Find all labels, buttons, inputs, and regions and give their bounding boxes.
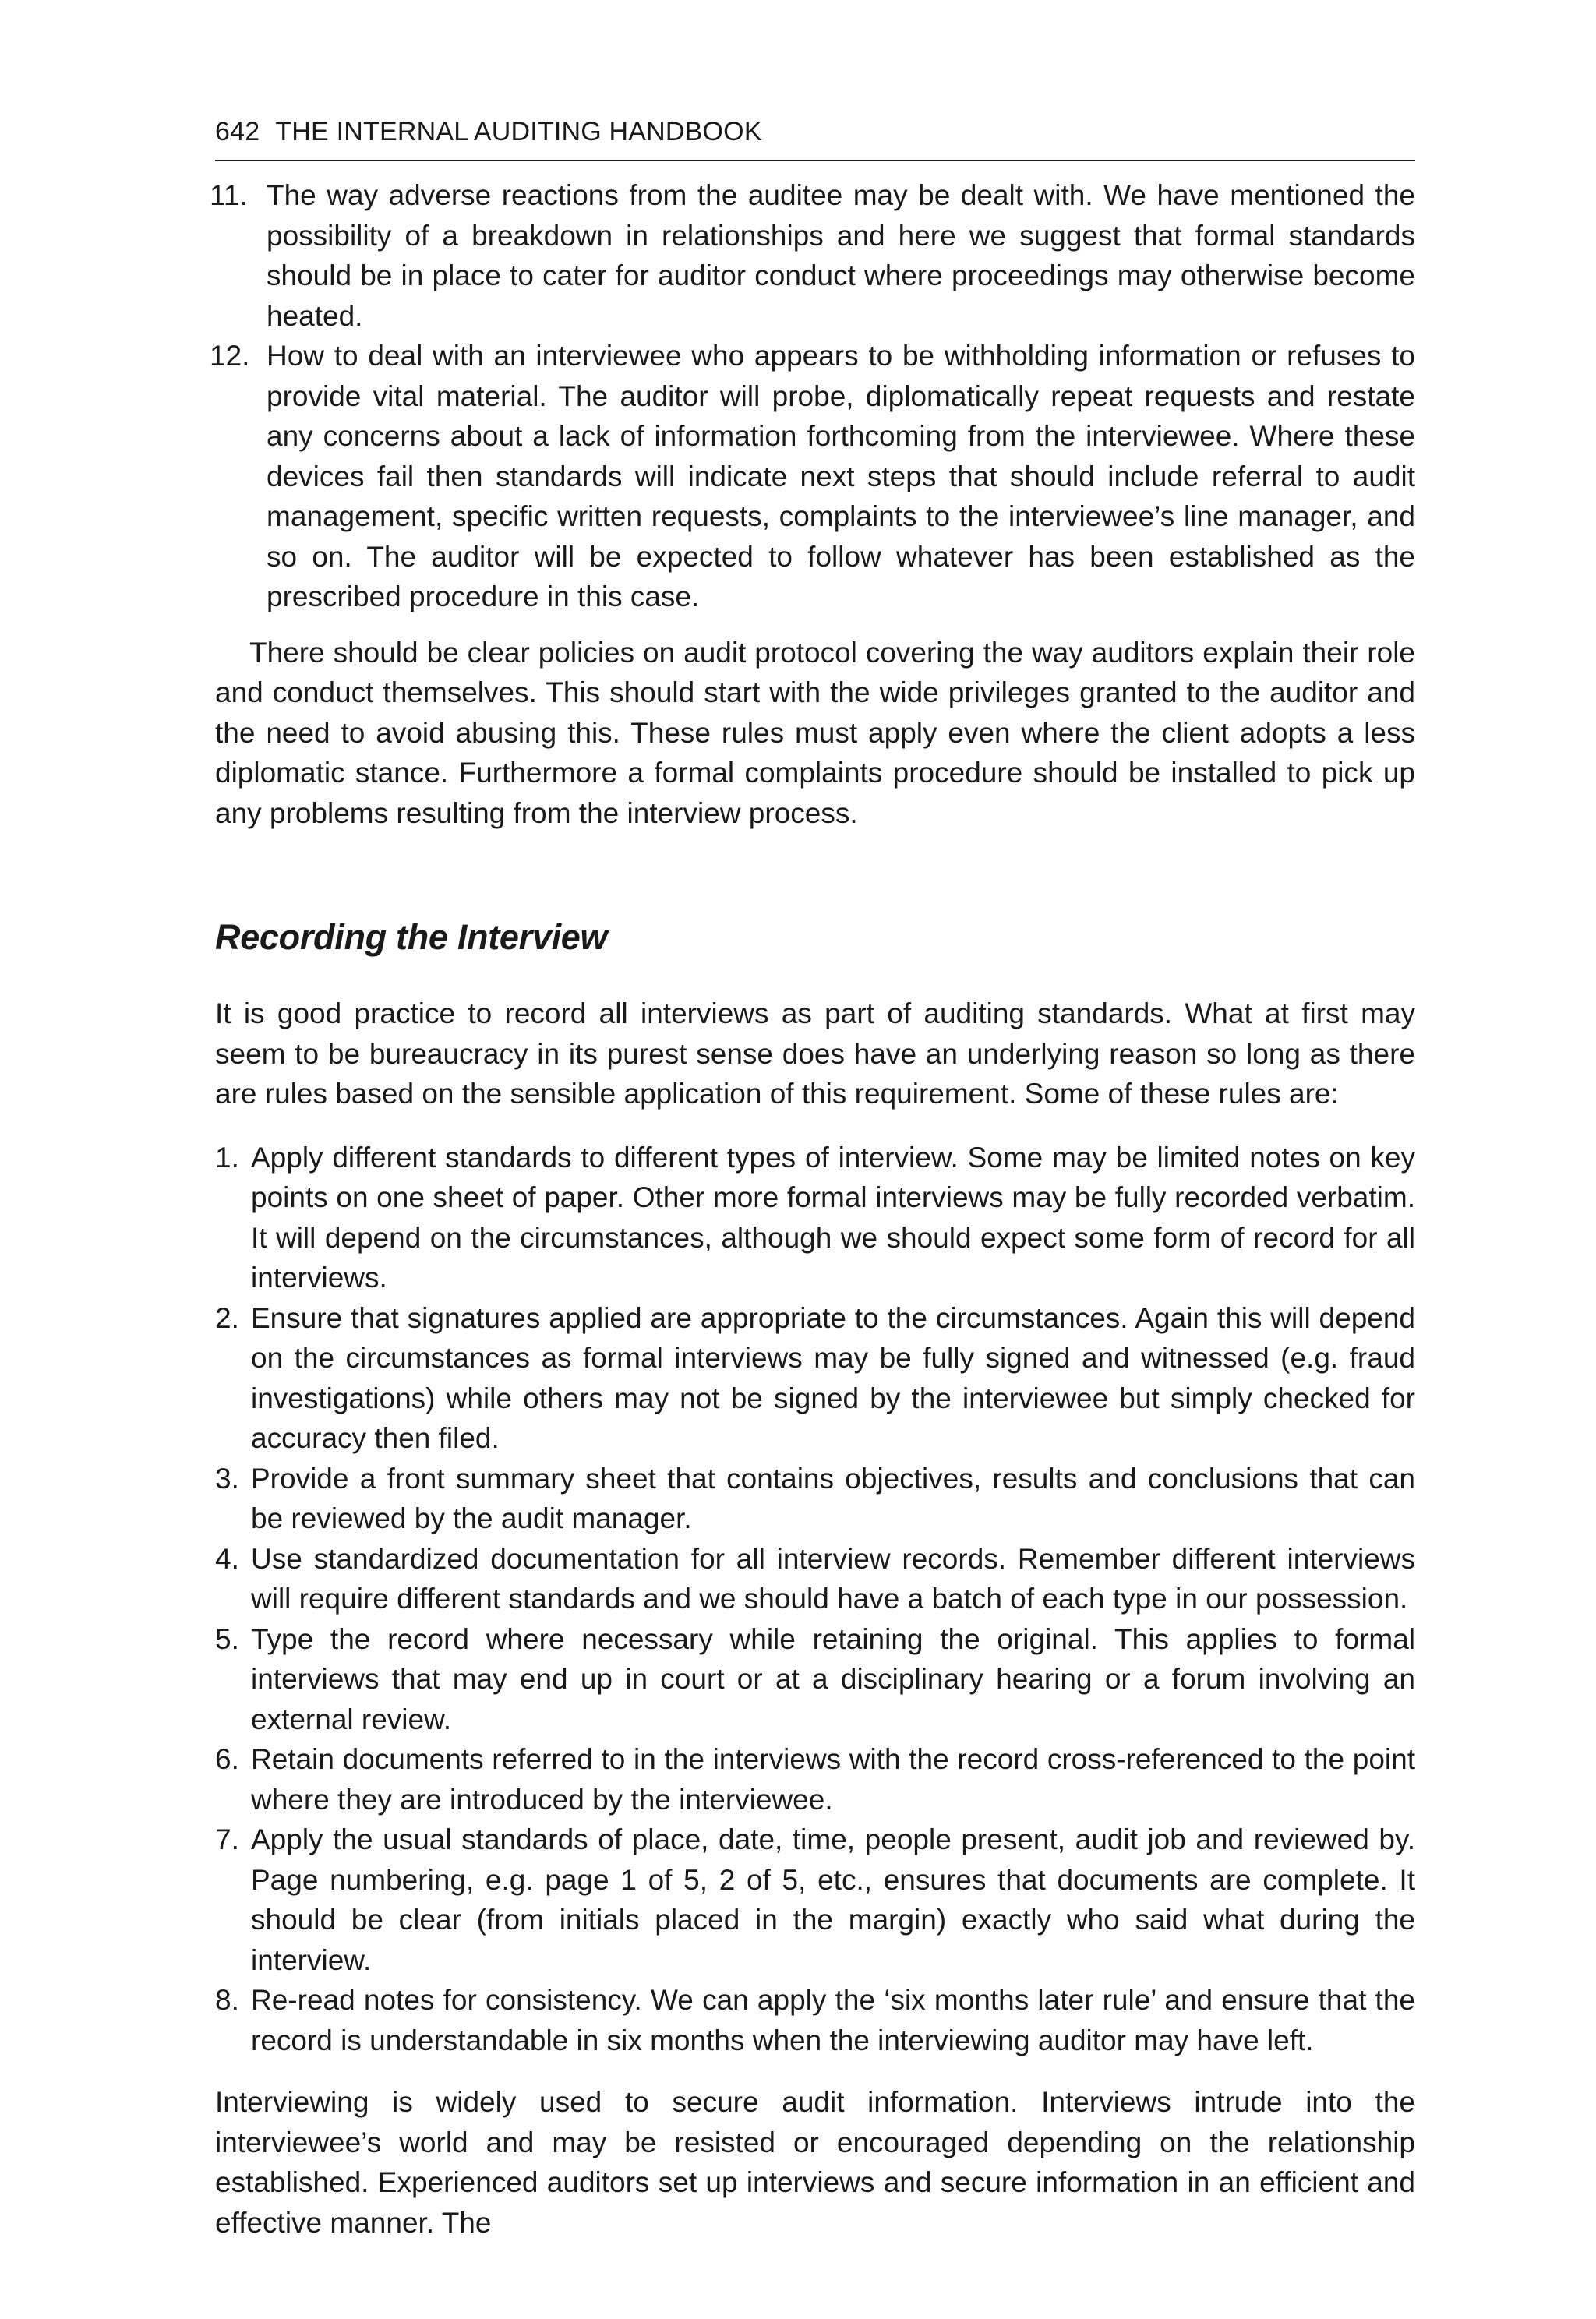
list-item-number: 1. xyxy=(215,1141,239,1174)
list-item-number: 3. xyxy=(215,1462,239,1495)
list-item xyxy=(215,1820,1415,1980)
list-item xyxy=(210,175,1415,336)
list-item-text: Apply the usual standards of place, date, time, people present, audit job and reviewed by. Page numbering, e.g. page 1 of 5, 2 of 5, etc., ensures that documents are complete. It should be clear (from initials placed in the margin) exactly who said what during the interview. xyxy=(251,1823,1415,1976)
recording-rules-list xyxy=(215,1138,1415,2061)
list-item xyxy=(215,1980,1415,2060)
list-item xyxy=(210,336,1415,617)
list-item-number: 11. xyxy=(210,179,248,211)
protocol-paragraph: There should be clear policies on audit protocol covering the way auditors explain their role and conduct themselves. This should start with the wide privileges granted to the auditor and the need to avoid abusing this. These rules must apply even where the client adopts a less diplomatic stance. Furthermore a formal complaints procedure should be installed to pick up any problems resulting from the interview process. xyxy=(215,636,1415,829)
list-item-text: Retain documents referred to in the interviews with the record cross-referenced to the point where they are introduced by the interviewee. xyxy=(251,1743,1415,1816)
list-item xyxy=(215,1539,1415,1619)
list-item xyxy=(215,1298,1415,1459)
list-item-text: How to deal with an interviewee who appears to be withholding information or refuses to provide vital material. The auditor will probe, diplomatically repeat requests and restate any concerns about a lack of information forthcoming from the interviewee. Where these devices fail then standards will indicate next steps that should include referral to audit management, specific written requests, complaints to the interviewee’s line manager, and so on. The auditor will be expected to follow whatever has been established as the prescribed procedure in this case. xyxy=(267,340,1415,612)
list-item-text: Re-read notes for consistency. We can apply the ‘six months later rule’ and ensure that the record is understandable in six months when the interviewing auditor may have left. xyxy=(251,1984,1415,2056)
list-item-number: 12. xyxy=(210,340,250,372)
list-item-number: 8. xyxy=(215,1984,239,2016)
list-item-text: Provide a front summary sheet that contains objectives, results and conclusions that can be reviewed by the audit manager. xyxy=(251,1462,1415,1534)
closing-paragraph: Interviewing is widely used to secure audit information. Interviews intrude into the interviewee’s world and may be resisted or encouraged depending on the relationship established. Experienced auditors set up interviews and secure information in an efficient and effective manner. The xyxy=(215,2086,1415,2239)
list-item-text: The way adverse reactions from the auditee may be dealt with. We have mentioned the possibility of a breakdown in relationships and here we suggest that formal standards should be in place to cater for auditor conduct where proceedings may otherwise become heated. xyxy=(267,179,1415,332)
running-head xyxy=(215,117,1415,161)
list-item xyxy=(215,1459,1415,1539)
list-item-number: 4. xyxy=(215,1542,239,1575)
section-intro-paragraph: It is good practice to record all interviews as part of auditing standards. What at first may seem to be bureaucracy in its purest sense does have an underlying reason so long as there are rules based on the sensible application of this requirement. Some of these rules are: xyxy=(215,997,1415,1110)
book-page xyxy=(210,117,1415,2243)
list-item xyxy=(215,1739,1415,1820)
section-heading: Recording the Interview xyxy=(215,917,608,957)
list-item-text: Type the record where necessary while retaining the original. This applies to formal interviews that may end up in court or at a disciplinary hearing or a forum involving an external review. xyxy=(251,1622,1415,1735)
list-item-text: Apply different standards to different types of interview. Some may be limited notes on key points on one sheet of paper. Other more formal interviews may be fully recorded verbatim. It will depend on the circumstances, although we should expect some form of record for all interviews. xyxy=(251,1141,1415,1294)
page-number: 642 xyxy=(215,117,260,146)
book-title: THE INTERNAL AUDITING HANDBOOK xyxy=(275,117,762,146)
list-item-number: 7. xyxy=(215,1823,239,1855)
list-item-text: Ensure that signatures applied are appropriate to the circumstances. Again this will depend on the circumstances as formal interviews may be fully signed and witnessed (e.g. fraud investigations) while others may not be signed by the interviewee but simply checked for accuracy then filed. xyxy=(251,1301,1415,1454)
list-item-number: 2. xyxy=(215,1301,239,1334)
list-item-number: 5. xyxy=(215,1622,239,1655)
numbered-list-continued xyxy=(210,175,1415,617)
list-item-number: 6. xyxy=(215,1743,239,1775)
list-item xyxy=(215,1619,1415,1740)
list-item xyxy=(215,1138,1415,1298)
list-item-text: Use standardized documentation for all interview records. Remember different interviews will require different standards and we should have a batch of each type in our possession. xyxy=(251,1542,1415,1615)
